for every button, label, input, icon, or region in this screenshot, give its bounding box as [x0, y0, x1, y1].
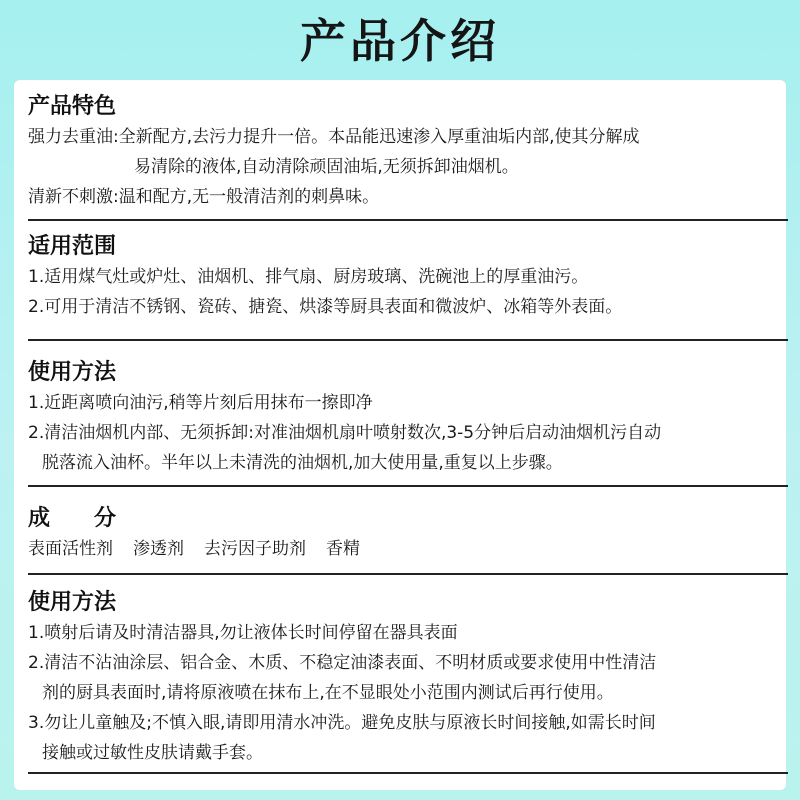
ingredients-section — [28, 504, 786, 564]
features-line-2: 易清除的液体,自动清除顽固油垢,无须拆卸油烟机。 — [134, 157, 519, 177]
precautions-line-4: 3.勿让儿童触及;不慎入眼,请即用清水冲洗。避免皮肤与原液长时间接触,如需长时间 — [28, 713, 656, 733]
scope-section — [28, 232, 786, 322]
usage-line-3: 脱落流入油杯。半年以上未清洗的油烟机,加大使用量,重复以上步骤。 — [42, 453, 563, 473]
ingredients-heading: 成分 — [28, 506, 161, 531]
ingredients-list — [28, 534, 786, 564]
precautions-line-1: 1.喷射后请及时清洁器具,勿让液体长时间停留在器具表面 — [28, 623, 458, 643]
info-panel — [14, 80, 786, 790]
features-section — [28, 92, 786, 212]
features-heading: 产品特色 — [28, 94, 117, 119]
precautions-line-2: 2.清洁不沾油涂层、铝合金、木质、不稳定油漆表面、不明材质或要求使用中性清洁 — [28, 653, 657, 673]
usage-heading: 使用方法 — [28, 360, 117, 385]
precautions-line-5: 接触或过敏性皮肤请戴手套。 — [42, 743, 263, 763]
ingredient-item: 去污因子助剂 — [204, 539, 306, 559]
divider — [28, 339, 788, 341]
divider — [28, 772, 788, 774]
scope-line-1: 1.适用煤气灶或炉灶、油烟机、排气扇、厨房玻璃、洗碗池上的厚重油污。 — [28, 267, 589, 287]
usage-line-1: 1.近距离喷向油污,稍等片刻后用抹布一擦即净 — [28, 393, 373, 413]
features-line-3: 清新不刺激:温和配方,无一般清洁剂的刺鼻味。 — [28, 187, 380, 207]
divider — [28, 573, 788, 575]
usage-section — [28, 358, 786, 478]
precautions-heading: 使用方法 — [28, 590, 117, 615]
divider — [28, 219, 788, 221]
scope-line-2: 2.可用于清洁不锈钢、瓷砖、搪瓷、烘漆等厨具表面和微波炉、冰箱等外表面。 — [28, 297, 623, 317]
usage-line-2: 2.清洁油烟机内部、无须拆卸:对准油烟机扇叶喷射数次,3-5分钟后启动油烟机污自动 — [28, 423, 662, 443]
ingredient-item: 表面活性剂 — [28, 539, 113, 559]
page-title: 产品介绍 — [300, 14, 500, 68]
ingredient-item: 香精 — [326, 539, 360, 559]
divider — [28, 485, 788, 487]
ingredient-item: 渗透剂 — [133, 539, 184, 559]
scope-heading: 适用范围 — [28, 234, 117, 259]
precautions-line-3: 剂的厨具表面时,请将原液喷在抹布上,在不显眼处小范围内测试后再行使用。 — [42, 683, 614, 703]
features-line-1: 强力去重油:全新配方,去污力提升一倍。本品能迅速渗入厚重油垢内部,使其分解成 — [28, 127, 640, 147]
precautions-section — [28, 588, 786, 768]
